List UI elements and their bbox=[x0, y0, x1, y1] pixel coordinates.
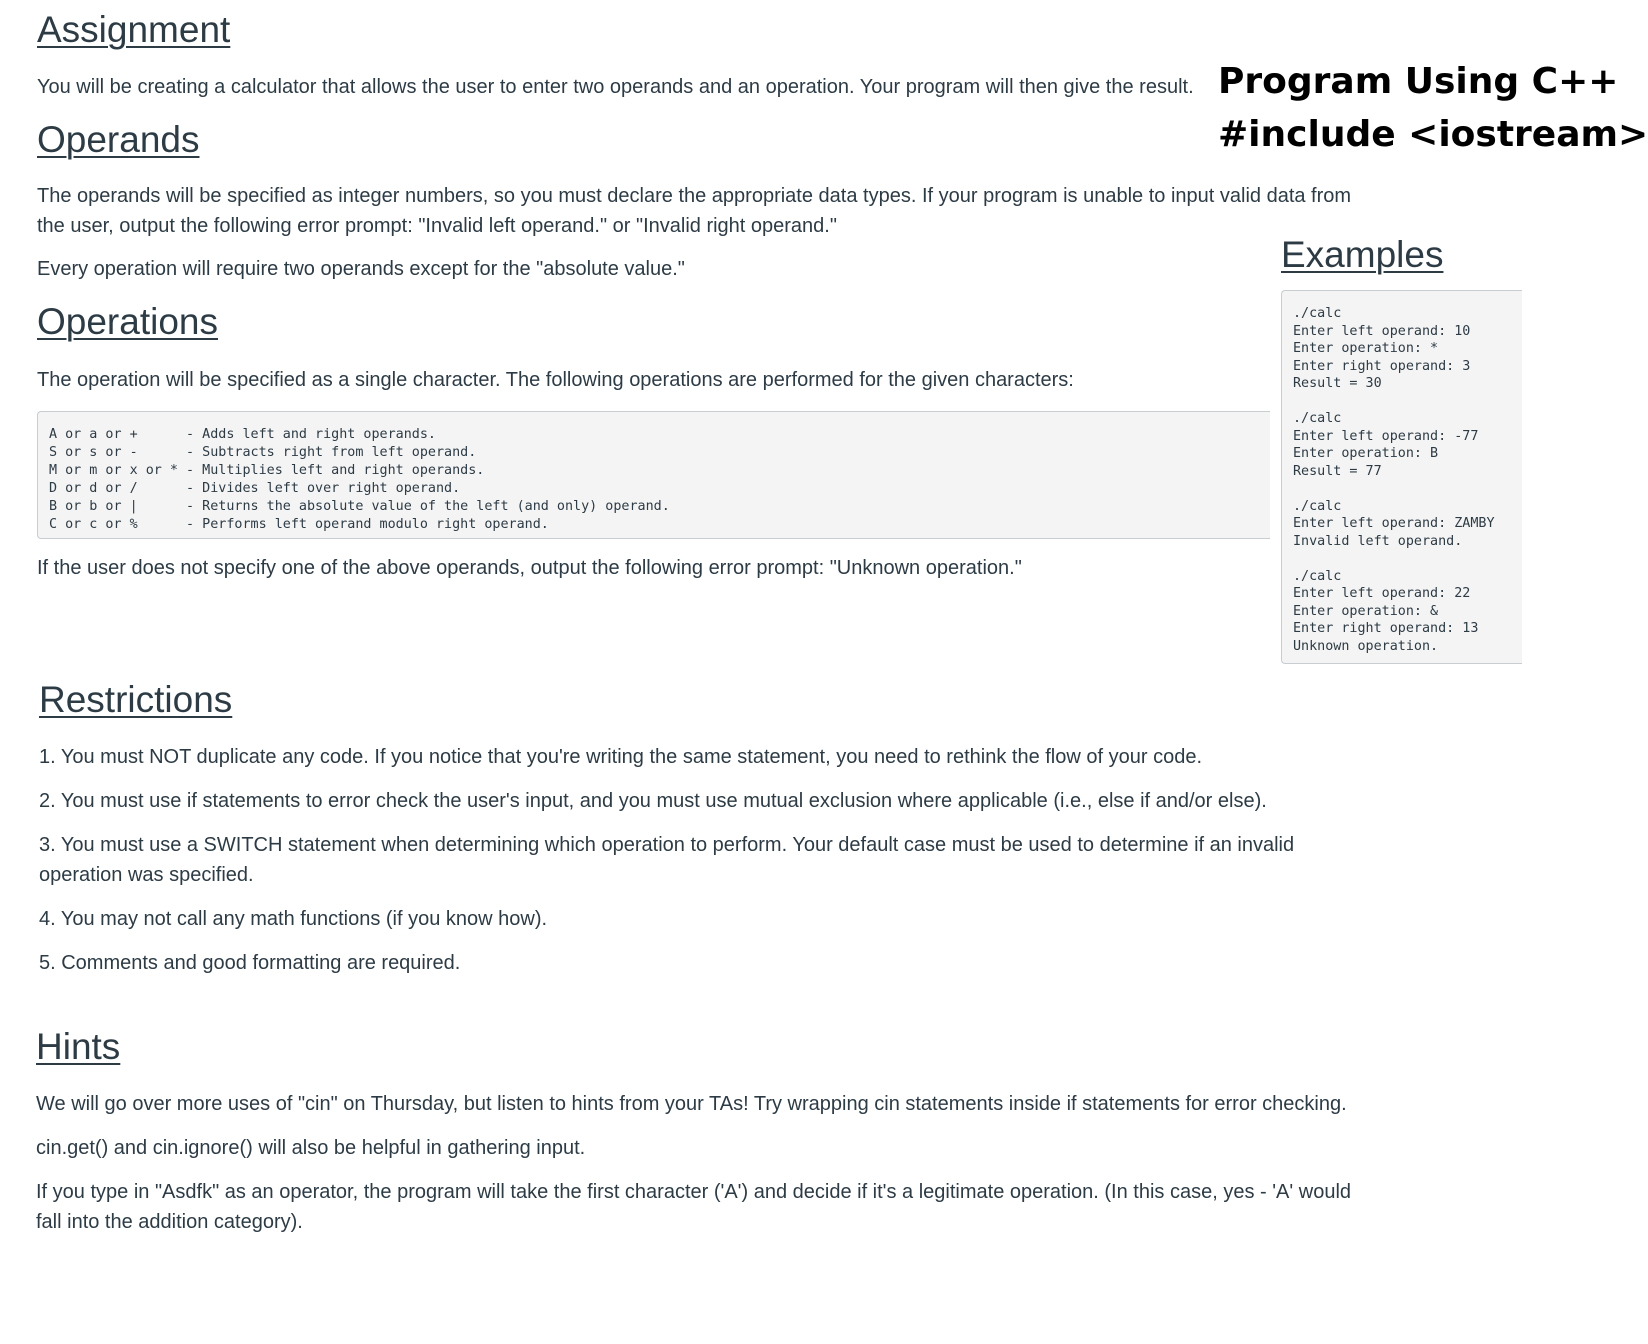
restriction-item-4: 4. You may not call any math functions (if you know how). bbox=[39, 908, 548, 930]
hints-heading: Hints bbox=[36, 1026, 121, 1067]
restriction-item-2: 2. You must use if statements to error check the user's input, and you must use mutual exclusion where applicable (i.e., else if and/or else). bbox=[39, 790, 1267, 812]
operands-description: The operands will be specified as integer numbers, so you must declare the appropriate data types. If your program is unable to input valid data from the user, output the following error prompt: "Invalid left operand." or "Invalid right operand." bbox=[37, 185, 1352, 237]
examples-code-block bbox=[1281, 290, 1522, 664]
unknown-operation-note: If the user does not specify one of the above operands, output the following error prompt: "Unknown operation." bbox=[37, 557, 1022, 579]
assignment-heading: Assignment bbox=[37, 9, 231, 50]
hints-asdfk-note: If you type in "Asdfk" as an operator, the program will take the first character ('A') and decide if it's a legitimate operation. (In this case, yes - 'A' would fall into the addition category). bbox=[36, 1181, 1352, 1233]
operands-heading: Operands bbox=[37, 119, 200, 160]
assignment-intro: You will be creating a calculator that allows the user to enter two operands and an operation. Your program will then give the result. bbox=[37, 76, 1194, 98]
restriction-item-3: 3. You must use a SWITCH statement when determining which operation to perform. Your default case must be used to determine if an invalid operation was specified. bbox=[39, 834, 1295, 886]
overlay-line-1: Program Using C++ bbox=[1218, 61, 1619, 102]
hints-cin-note: We will go over more uses of "cin" on Thursday, but listen to hints from your TAs! Try wrapping cin statements inside if statements for error checking. bbox=[36, 1093, 1347, 1115]
restrictions-heading: Restrictions bbox=[39, 679, 233, 720]
overlay-line-2: #include <iostream> bbox=[1218, 114, 1648, 155]
restriction-item-1: 1. You must NOT duplicate any code. If you notice that you're writing the same statement, you need to rethink the flow of your code. bbox=[39, 746, 1202, 768]
examples-heading: Examples bbox=[1281, 234, 1444, 275]
restrictions-list bbox=[39, 742, 1379, 978]
operations-code-block bbox=[37, 411, 1270, 539]
operations-heading: Operations bbox=[37, 301, 218, 342]
overlay-title bbox=[1218, 55, 1648, 161]
restriction-item-5: 5. Comments and good formatting are required. bbox=[39, 952, 461, 974]
hints-cin-get-note: cin.get() and cin.ignore() will also be helpful in gathering input. bbox=[36, 1137, 586, 1159]
examples-code: ./calc Enter left operand: 10 Enter operation: * Enter right operand: 3 Result = 30 ./calc Enter left operand: -77 Enter operation: B Result = 77 ./calc Enter left operand: ZAMBY Invalid left operand. ./calc Enter left operand: 22 Enter operation: & Enter right operand: 13 Unknown operation. bbox=[1293, 306, 1495, 654]
operations-code: A or a or + - Adds left and right operands. S or s or - - Subtracts right from left operand. M or m or x or * - Multiplies left and right operands. D or d or / - Divides left over right operand. B or b or | - Returns the absolute value of the left (and only) operand. C or c or % - Performs left operand modulo right operand. bbox=[49, 427, 670, 532]
operands-absolute-note: Every operation will require two operands except for the "absolute value." bbox=[37, 258, 685, 280]
operations-intro: The operation will be specified as a single character. The following operations are performed for the given characters: bbox=[37, 369, 1074, 391]
